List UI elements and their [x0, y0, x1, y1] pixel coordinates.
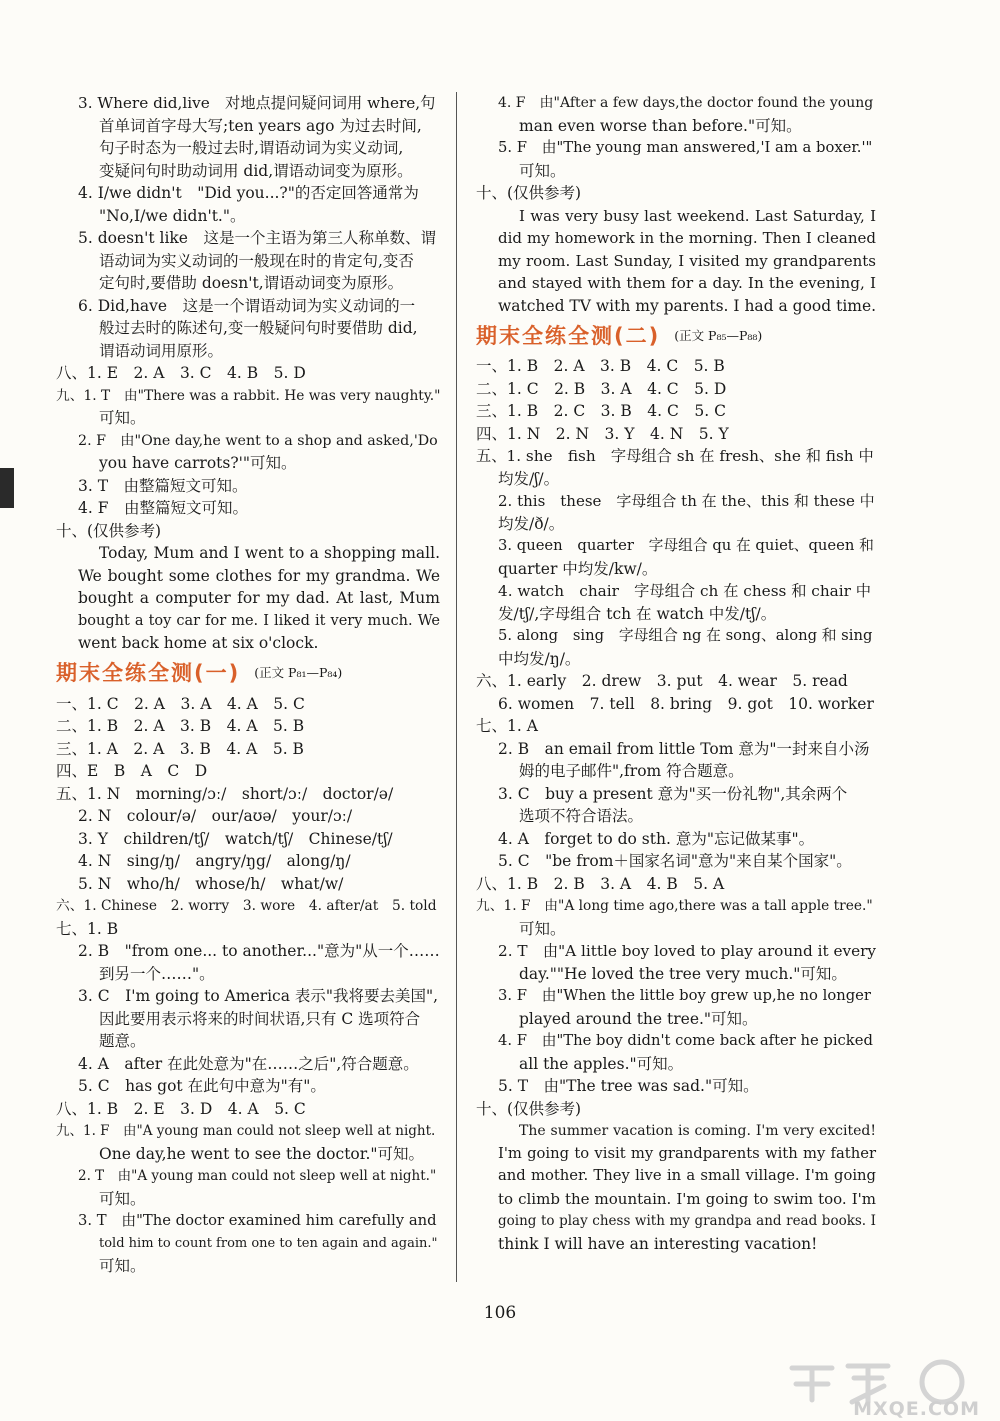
answer-line: man even worse than before."可知。: [519, 116, 802, 135]
answer-line: 5. along sing 字母组合 ng 在 song、along 和 sing: [498, 627, 873, 644]
answer-line: 6. Did,have 这是一个谓语动词为实义动词的一: [78, 296, 416, 315]
answer-line: 5. C has got 在此句中意为"有"。: [78, 1077, 326, 1095]
answer-line: went back home at six o'clock.: [78, 634, 319, 652]
section-title: 期末全练全测(一): [56, 661, 241, 686]
answer-line: 二、1. C 2. B 3. A 4. C 5. D: [476, 379, 727, 398]
answer-line: 定句时,要借助 doesn't,谓语动词变为原形。: [99, 274, 404, 292]
answer-line: 选项不符合语法。: [519, 807, 644, 825]
binding-edge-mark: [0, 468, 14, 508]
answer-line: 3. F 由"When the little boy grew up,he no longer: [498, 987, 871, 1004]
answer-line: 可知。: [99, 409, 146, 427]
answer-line: 九、1. T 由"There was a rabbit. He was very naughty.": [56, 387, 441, 404]
answer-line: 题意。: [99, 1032, 146, 1050]
answer-line: 四、E B A C D: [56, 762, 208, 780]
answer-line: 4. N sing/ŋ/ angry/ŋg/ along/ŋ/: [78, 852, 351, 870]
answer-line: I'm going to visit my grandparents with my father: [498, 1144, 876, 1162]
answer-line: 5. N who/h/ whose/h/ what/w/: [78, 874, 344, 893]
answer-line: 一、1. C 2. A 3. A 4. A 5. C: [56, 694, 305, 713]
answer-line: 2. T 由"A young man could not sleep well at night.": [78, 1168, 437, 1184]
answer-line: day.""He loved the tree very much."可知。: [519, 964, 847, 983]
answer-line: quarter 中均发/kw/。: [498, 559, 658, 578]
answer-line: We bought some clothes for my grandma. We: [78, 566, 440, 585]
answer-line: 八、1. B 2. E 3. D 4. A 5. C: [56, 1099, 306, 1118]
answer-line: 六、1. Chinese 2. worry 3. wore 4. after/at 5. told: [56, 898, 437, 914]
right-column: [476, 92, 876, 1255]
answer-line: 4. watch chair 字母组合 ch 在 chess 和 chair 中: [498, 582, 872, 600]
answer-line: 均发/ð/。: [498, 514, 565, 533]
answer-line: and mother. They live in a small village. I'm going: [498, 1167, 876, 1184]
answer-line: 3. C I'm going to America 表示"我将要去美国",: [78, 987, 439, 1005]
answer-line: 可知。: [519, 161, 566, 180]
answer-line: The summer vacation is coming. I'm very excited!: [519, 1123, 876, 1139]
column-divider: [456, 92, 457, 1282]
answer-line: 4. F 由"The boy didn't come back after he picked: [498, 1032, 873, 1049]
answer-line: all the apples."可知。: [519, 1054, 684, 1073]
answer-line: 三、1. A 2. A 3. B 4. A 5. B: [56, 739, 304, 758]
answer-line: 九、1. F 由"A long time ago,there was a tall apple tree.": [476, 898, 873, 914]
answer-line: 2. B an email from little Tom 意为"一封来自小汤: [498, 739, 870, 758]
answer-line: "No,I/we didn't."。: [99, 206, 246, 225]
answer-line: 十、(仅供参考): [56, 521, 162, 540]
answer-line: 可知。: [99, 1257, 146, 1275]
answer-line: told him to count from one to ten again and again.": [99, 1235, 438, 1251]
answer-line: 变疑问句时助动词用 did,谓语动词变为原形。: [99, 161, 413, 180]
page-reference: (正文 P₈₅—P₈₈): [674, 327, 763, 343]
answer-line: 首单词首字母大写;ten years ago 为过去时间,: [99, 116, 422, 135]
answer-line: 4. A after 在此处意为"在……之后",符合题意。: [78, 1054, 419, 1073]
answer-line: and stayed with them for a day. In the evening, I: [498, 274, 876, 292]
answer-line: 可知。: [519, 919, 566, 938]
answer-line: 三、1. B 2. C 3. B 4. C 5. C: [476, 402, 726, 420]
answer-line: 七、1. B: [56, 919, 119, 938]
answer-line: 六、1. early 2. drew 3. put 4. wear 5. read: [476, 672, 848, 690]
answer-line: think I will have an interesting vacation!: [498, 1234, 818, 1253]
answer-line: 八、1. B 2. B 3. A 4. B 5. A: [476, 874, 725, 893]
answer-line: 十、(仅供参考): [476, 1099, 582, 1118]
watermark-url: MXQE.COM: [853, 1398, 980, 1420]
answer-line: One day,he went to see the doctor."可知。: [99, 1144, 425, 1163]
answer-line: to climb the mountain. I'm going to swim too. I'm: [498, 1189, 876, 1208]
answer-line: 因此要用表示将来的时间状语,只有 C 选项符合: [99, 1009, 421, 1028]
answer-line: watched TV with my parents. I had a good time.: [498, 296, 877, 315]
answer-line: played around the tree."可知。: [519, 1009, 758, 1028]
page-number: 106: [483, 1303, 517, 1323]
answer-line: 中均发/ŋ/。: [498, 649, 581, 668]
answer-line: 4. F 由"After a few days,the doctor found the young: [498, 95, 874, 111]
answer-line: 谓语动词用原形。: [99, 341, 224, 360]
section-title: 期末全练全测(二): [476, 323, 661, 348]
answer-line: 3. C buy a present 意为"买一份礼物",其余两个: [498, 784, 848, 803]
answer-line: you have carrots?'"可知。: [99, 454, 297, 472]
answer-line: 可知。: [99, 1189, 146, 1208]
answer-line: 5. C "be from＋国家名词"意为"来自某个国家"。: [498, 852, 852, 870]
answer-line: 语动词为实义动词的一般现在时的肯定句,变否: [99, 251, 414, 270]
answer-line: 均发/ʃ/。: [498, 469, 560, 488]
answer-line: 十、(仅供参考): [476, 184, 582, 202]
section-title-row: [56, 655, 440, 693]
answer-line: bought a computer for my dad. At last, Mum: [78, 589, 440, 607]
answer-line: 2. B "from one... to another..."意为"从一个……: [78, 942, 440, 960]
answer-line: 般过去时的陈述句,变一般疑问句时要借助 did,: [99, 319, 418, 337]
answer-line: 3. T 由整篇短文可知。: [78, 476, 248, 495]
answer-line: bought a toy car for me. I liked it very much. We: [78, 612, 440, 629]
answer-line: 5. doesn't like 这是一个主语为第三人称单数、谓: [78, 229, 436, 247]
answer-line: 五、1. she fish 字母组合 sh 在 fresh、she 和 fish 中: [476, 447, 874, 465]
answer-line: 4. A forget to do sth. 意为"忘记做某事"。: [498, 829, 815, 848]
answer-line: 句子时态为一般过去时,谓语动词为实义动词,: [99, 139, 404, 157]
answer-line: 发/tʃ/,字母组合 tch 在 watch 中发/tʃ/。: [498, 604, 777, 623]
answer-line: 3. Where did,live 对地点提问疑问词用 where,句: [78, 94, 436, 112]
answer-line: 2. N colour/ə/ our/aʊə/ your/ɔː/: [78, 807, 353, 825]
answer-line: 4. I/we didn't "Did you...?"的否定回答通常为: [78, 184, 419, 202]
answer-line: my room. Last Sunday, I visited my grandparents: [498, 251, 876, 270]
answer-line: I was very busy last weekend. Last Saturday, I: [519, 206, 876, 225]
answer-line: 3. Y children/tʃ/ watch/tʃ/ Chinese/tʃ/: [78, 829, 393, 848]
answer-line: 5. T 由"The tree was sad."可知。: [498, 1077, 759, 1095]
answer-line: 5. F 由"The young man answered,'I am a boxer.'": [498, 139, 873, 156]
left-column: [56, 92, 440, 1278]
answer-line: 2. T 由"A little boy loved to play around it every: [498, 942, 877, 960]
answer-line: 一、1. B 2. A 3. B 4. C 5. B: [476, 357, 725, 375]
answer-line: 八、1. E 2. A 3. C 4. B 5. D: [56, 364, 306, 382]
page-reference: (正文 P₈₁—P₈₄): [254, 665, 343, 681]
answer-line: 到另一个……"。: [99, 964, 215, 983]
answer-line: Today, Mum and I went to a shopping mall.: [99, 544, 440, 562]
answer-line: 七、1. A: [476, 717, 538, 735]
answer-line: 2. F 由"One day,he went to a shop and asked,'Do: [78, 432, 438, 449]
answer-line: 五、1. N morning/ɔː/ short/ɔː/ doctor/ə/: [56, 784, 394, 803]
answer-line: 2. this these 字母组合 th 在 the、this 和 these 中: [498, 492, 875, 510]
answer-line: going to play chess with my grandpa and read books. I: [498, 1213, 876, 1229]
answer-line: 6. women 7. tell 8. bring 9. got 10. worker: [498, 694, 874, 713]
answer-line: 4. F 由整篇短文可知。: [78, 499, 248, 517]
answer-line: did my homework in the morning. Then I cleaned: [498, 229, 876, 247]
answer-line: 3. queen quarter 字母组合 qu 在 quiet、queen 和: [498, 537, 874, 554]
answer-line: 九、1. F 由"A young man could not sleep well at night.: [56, 1123, 436, 1139]
answer-line: 3. T 由"The doctor examined him carefully and: [78, 1212, 437, 1229]
answer-line: 四、1. N 2. N 3. Y 4. N 5. Y: [476, 424, 729, 443]
answer-line: 姆的电子邮件",from 符合题意。: [519, 762, 744, 780]
section-title-row: [476, 317, 876, 355]
answer-line: 二、1. B 2. A 3. B 4. A 5. B: [56, 717, 305, 735]
